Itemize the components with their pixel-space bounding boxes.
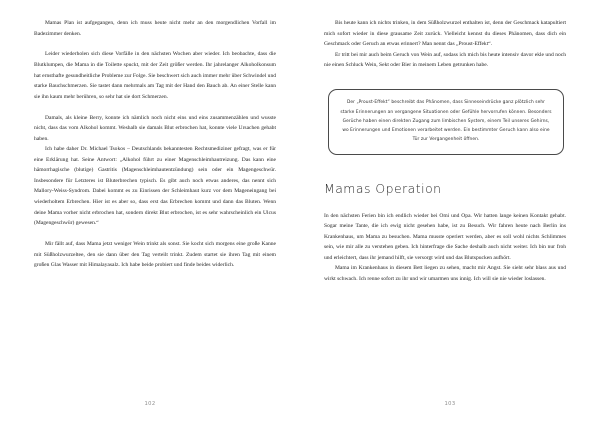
info-box-text: Der „Proust-Effekt“ beschreibt das Phänomen, dass Sinneseindrücke ganz plötzlich sehr starke Erinnerungen an vergangene Situationen oder Gefühle hervorrufen können. Besonders Gerüche haben einen direkten Zugang zum limbischen System, einem Teil unseres Gehirns, wo Erinnerungen und Emotionen verarbeitet werden. Ein bestimmter Geruch kann also eine Tür zur Vergangenheit öffnen. xyxy=(340,100,552,143)
left-page-text-column xyxy=(34,18,276,271)
right-page xyxy=(300,0,600,425)
right-page-text-column-top xyxy=(324,18,566,71)
page-number: 102 xyxy=(144,401,156,407)
paragraph: Er tritt bei mir auch beim Geruch von Wein auf, sodass ich mich bis heute intensiv davor ekle und noch nie einen Schluck Wein, Sekt oder Bier in meinem Leben getrunken habe. xyxy=(324,51,566,69)
paragraph: In den nächsten Ferien bin ich endlich wieder bei Omi und Opa. Wir hatten lange keinen Kontakt gehabt. Sogar meine Tante, die ich ewig nicht gesehen habe, ist zu Besuch. Wir fahren heute nach Berlin ins Krankenhaus, um Mama zu besuchen. Mama musste operiert werden, aber es soll wohl nichts Schlimmes sein, wie mir alle zu verstehen geben. Ich hinterfrage die Sache deshalb auch nicht weiter. Ich bin nur froh und erleichtert, dass ihr jemand hilft, sie versorgt wird und das Blutspucken aufhört. xyxy=(324,212,566,261)
paragraph: Mir fällt auf, dass Mama jetzt weniger Wein trinkt als sonst. Sie kocht sich morgens eine große Kanne mit Süßholzwurzeltee, den sie dann über den Tag verteilt trinkt. Zudem startet sie ihren Tag mit einem großen Glas Wasser mit Himalayasalz. Ich habe beide probiert und finde beides widerlich. xyxy=(34,241,276,269)
page-number: 103 xyxy=(444,401,456,407)
section-title: Mamas Operation xyxy=(324,180,442,196)
paragraph: Damals, als kleine Berry, konnte ich nämlich noch nicht eins und eins zusammenzählen und wusste nicht, dass das vom Alkohol kommt. Weshalb sie damals Blut erbrochen hat, konnte viele Ursachen gehabt haben. xyxy=(34,114,276,142)
paragraph: Leider wiederholen sich diese Vorfälle in den nächsten Wochen aber wieder. Ich beobachte, dass die Blutklumpen, die Mama in die Toilette spuckt, mit der Zeit größer werden. Ihr jahrelanger Alkoholkonsum hat ernsthafte gesundheitliche Probleme zur Folge. Sie beschwert sich auch immer mehr über Schwindel und starke Bauchschmerzen. Sie tastet dann mehrmals am Tag mit der Hand den Bauch ab. An einer Stelle kann sie ihn kaum mehr berühren, so sehr hat sie dort Schmerzen. xyxy=(34,51,276,100)
right-page-text-column-bottom xyxy=(324,211,566,285)
info-box xyxy=(328,89,564,155)
paragraph: Ich habe daher Dr. Michael Tsokos – Deutschlands bekanntesten Rechtsmediziner gefragt, was er für eine Erklärung hat. Seine Antwort: „Alkohol führt zu einer Magenschleimhautreizung. Das kann eine hämorrhagische (blutige) Gastritis (Magenschleimhautentzündung) sein oder ein Magengeschwür. Insbesondere für Letzteres ist Bluterbrechen typisch. Es gibt auch noch etwas anderes, das nennt sich Mallory-Weiss-Syndrom. Dabei kommt es zu Einrissen der Schleimhaut kurz vor dem Mageneingang bei wiederholtem Erbrechen. Hier ist es aber so, dass erst das Erbrechen kommt und dann das Bluten. Wenn deine Mama vorher nicht erbrochen hat, sondern direkt Blut erbrochen, ist es sehr wahrscheinlich ein Ulcus (Magengeschwür) gewesen.“ xyxy=(34,146,276,227)
paragraph: Mama im Krankenhaus in diesem Bett liegen zu sehen, macht mir Angst. Sie sieht sehr blass aus und wirkt schwach. Ich renne sofort zu ihr und wir umarmen uns innig. Ich will sie nie wieder loslassen. xyxy=(324,265,566,282)
paragraph: Mamas Plan ist aufgegangen, denn ich muss heute nicht mehr an den morgendlichen Vorfall im Badezimmer denken. xyxy=(34,20,276,37)
paragraph: Bis heute kann ich nichts trinken, in dem Süßholzwurzel enthalten ist, denn der Geschmack katapultiert mich sofort wieder in diese grausame Zeit zurück. Vielleicht kennst du dieses Phänomen, dass dich ein Geschmack oder Geruch an etwas erinnert? Man nennt das „Proust-Effekt“. xyxy=(324,20,566,48)
